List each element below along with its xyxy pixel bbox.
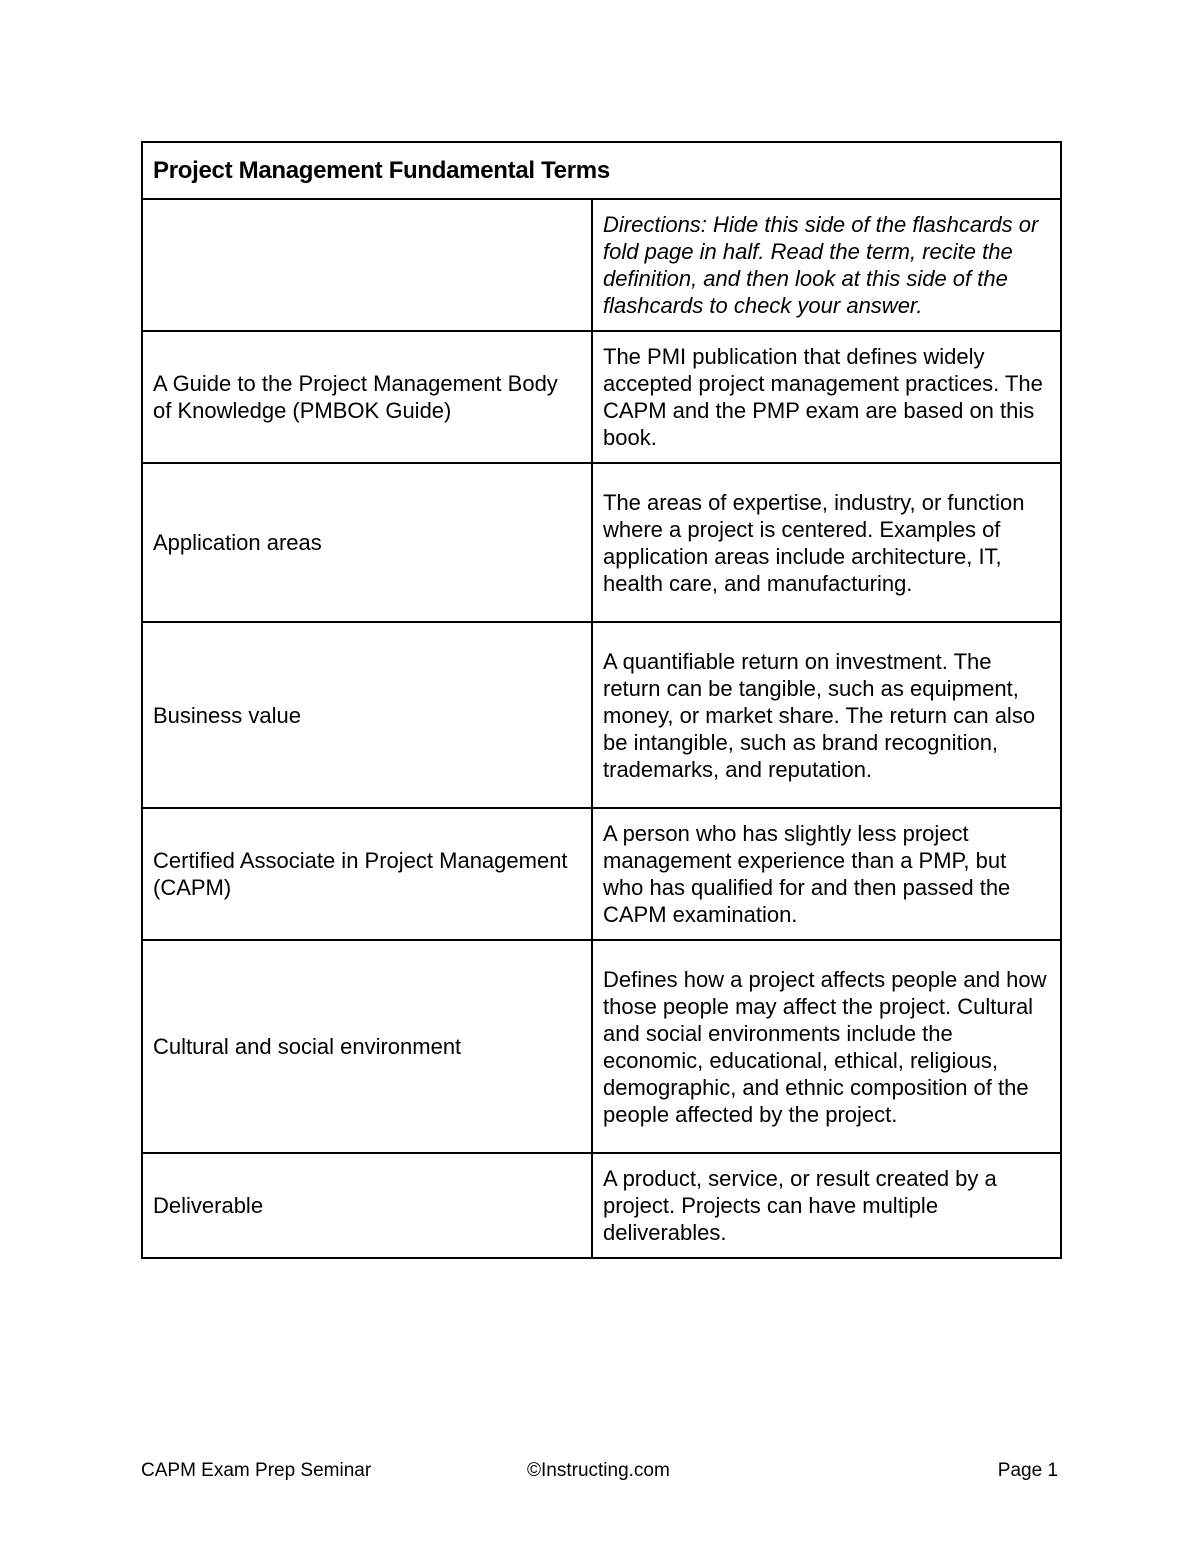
definition-cell: The PMI publication that defines widely accepted project management practices. The CAPM and the PMP exam are based on this book. bbox=[592, 331, 1061, 463]
directions-row bbox=[142, 199, 1061, 331]
definition-cell: The areas of expertise, industry, or function where a project is centered. Examples of application areas include architecture, IT, health care, and manufacturing. bbox=[592, 463, 1061, 622]
title-row bbox=[142, 142, 1061, 199]
flashcard-table bbox=[141, 141, 1062, 1259]
table-row bbox=[142, 331, 1061, 463]
definition-cell: A person who has slightly less project management experience than a PMP, but who has qualified for and then passed the CAPM examination. bbox=[592, 808, 1061, 940]
table-title: Project Management Fundamental Terms bbox=[142, 142, 1061, 199]
definition-cell: A quantifiable return on investment. The return can be tangible, such as equipment, money, or market share. The return can also be intangible, such as brand recognition, trademarks, and reputation. bbox=[592, 622, 1061, 808]
definition-cell: Defines how a project affects people and how those people may affect the project. Cultural and social environments include the economic, educational, ethical, religious, demographic, and ethnic composition of the people affected by the project. bbox=[592, 940, 1061, 1153]
empty-term-cell bbox=[142, 199, 592, 331]
term-cell: Cultural and social environment bbox=[142, 940, 592, 1153]
term-cell: A Guide to the Project Management Body of Knowledge (PMBOK Guide) bbox=[142, 331, 592, 463]
table-row bbox=[142, 808, 1061, 940]
footer-course-name: CAPM Exam Prep Seminar bbox=[141, 1460, 372, 1481]
directions-text: Directions: Hide this side of the flashcards or fold page in half. Read the term, recite the definition, and then look at this side of the flashcards to check your answer. bbox=[592, 199, 1061, 331]
term-cell: Certified Associate in Project Management (CAPM) bbox=[142, 808, 592, 940]
term-cell: Deliverable bbox=[142, 1153, 592, 1258]
term-cell: Business value bbox=[142, 622, 592, 808]
table-row bbox=[142, 622, 1061, 808]
footer-copyright: ©Instructing.com bbox=[527, 1460, 670, 1481]
definition-cell: A product, service, or result created by a project. Projects can have multiple deliverables. bbox=[592, 1153, 1061, 1258]
table-row bbox=[142, 1153, 1061, 1258]
term-cell: Application areas bbox=[142, 463, 592, 622]
table-row bbox=[142, 940, 1061, 1153]
footer-page-number: Page 1 bbox=[997, 1460, 1058, 1481]
table-row bbox=[142, 463, 1061, 622]
